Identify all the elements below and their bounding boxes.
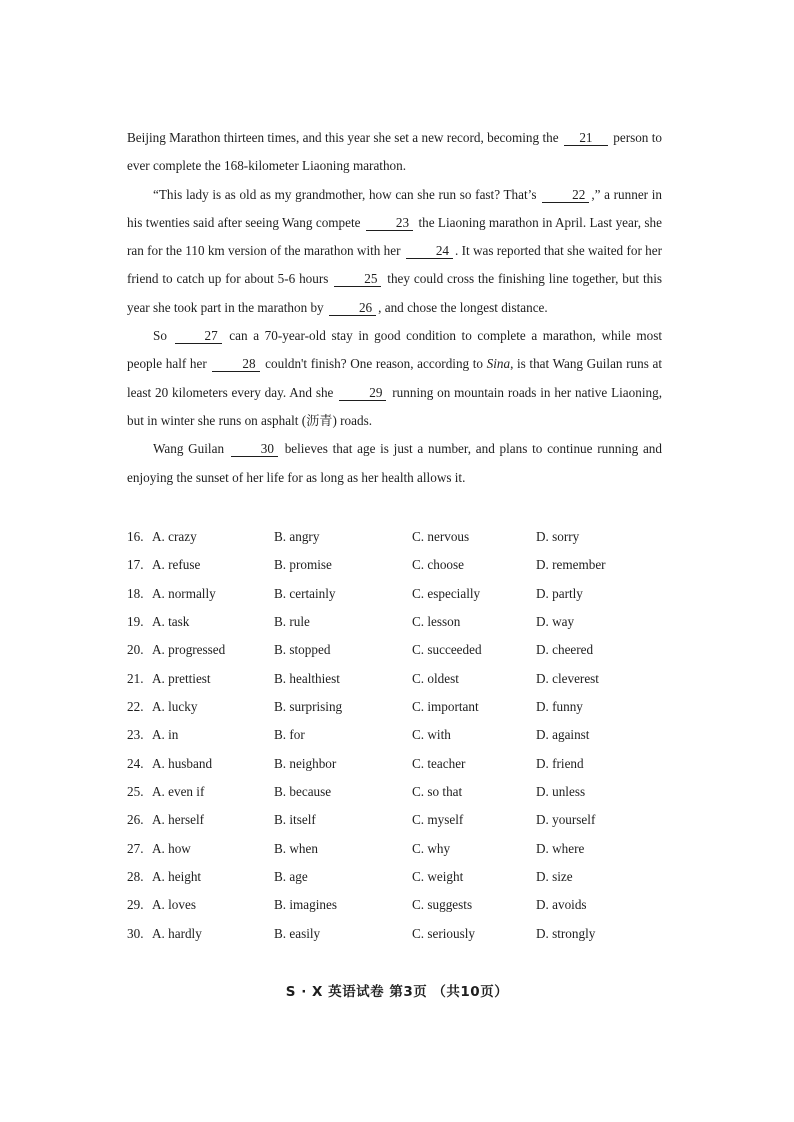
option-b: B. easily — [274, 925, 321, 941]
option-c: C. nervous — [412, 529, 470, 544]
option-b: B. when — [274, 840, 318, 856]
blank-27: 27 — [175, 328, 222, 344]
option-a: A. in — [152, 727, 179, 743]
option-d: D. unless — [536, 784, 586, 800]
option-b: B. stopped — [274, 642, 331, 658]
passage-text: , and chose the longest distance. — [378, 299, 548, 315]
option-a: A. progressed — [152, 642, 226, 658]
option-b: B. angry — [274, 529, 320, 544]
question-number: 21. — [127, 670, 144, 686]
blank-28: 28 — [212, 356, 259, 372]
blank-29: 29 — [339, 385, 386, 401]
blank-25: 25 — [334, 271, 381, 287]
question-number: 27. — [127, 840, 144, 856]
option-a: A. hardly — [152, 925, 202, 941]
option-a: A. even if — [152, 784, 205, 800]
option-a: A. herself — [152, 812, 204, 828]
question-row — [127, 777, 687, 805]
option-d: D. friend — [536, 755, 584, 771]
option-b: B. because — [274, 784, 332, 800]
passage-text: believes that age is just a number, and plans to continue running and enjoying the sunset of her life for as long as her health allows it. — [127, 441, 662, 485]
question-row — [127, 550, 687, 578]
option-c: C. teacher — [412, 755, 466, 771]
question-row — [127, 522, 687, 550]
question-row — [127, 664, 687, 692]
question-row — [127, 919, 687, 947]
passage-text: Wang Guilan — [153, 441, 229, 457]
option-b: B. certainly — [274, 585, 336, 601]
option-d: D. sorry — [536, 529, 580, 544]
option-b: B. rule — [274, 614, 310, 630]
paragraph-2 — [127, 181, 662, 322]
option-b: B. age — [274, 869, 308, 885]
passage-text: ,” a runner in his twenties said after seeing Wang compete — [127, 186, 662, 230]
question-row — [127, 607, 687, 635]
question-number: 26. — [127, 812, 144, 828]
blank-26: 26 — [329, 300, 376, 316]
option-b: B. imagines — [274, 897, 338, 913]
option-a: A. height — [152, 869, 202, 885]
option-a: A. loves — [152, 897, 196, 913]
option-c: C. choose — [412, 557, 465, 573]
option-d: D. against — [536, 727, 590, 743]
option-b: B. surprising — [274, 699, 343, 715]
question-number: 24. — [127, 755, 144, 771]
option-d: D. strongly — [536, 925, 596, 941]
option-c: C. myself — [412, 812, 464, 828]
option-a: A. normally — [152, 585, 216, 601]
passage-text: running on mountain roads in her native Liaoning, but in winter she runs on asphalt (沥青) roads. — [127, 384, 662, 428]
passage-text: couldn't finish? One reason, according to — [261, 356, 487, 372]
question-number: 28. — [127, 869, 144, 885]
question-row — [127, 805, 687, 833]
page-footer: S · X 英语试卷 第3页 （共10页） — [285, 984, 509, 1000]
blank-22: 22 — [542, 187, 589, 203]
option-c: C. seriously — [412, 925, 476, 941]
question-row — [127, 890, 687, 918]
passage-text: Beijing Marathon thirteen times, and this year she set a new record, becoming the — [127, 130, 562, 145]
option-c: C. succeeded — [412, 642, 482, 658]
question-row — [127, 749, 687, 777]
option-b: B. neighbor — [274, 755, 337, 771]
paragraph-3 — [127, 322, 662, 435]
question-number: 19. — [127, 614, 144, 630]
passage-text: the Liaoning marathon in April. Last year, she ran for the 110 km version of the marathon with her — [127, 214, 662, 259]
blank-30: 30 — [231, 441, 278, 457]
option-d: D. partly — [536, 585, 583, 601]
option-d: D. avoids — [536, 897, 587, 913]
option-b: B. itself — [274, 812, 316, 828]
option-c: C. lesson — [412, 614, 461, 630]
passage-text: . It was reported that she waited for her friend to catch up for about 5-6 hours — [127, 243, 662, 287]
option-b: B. for — [274, 727, 305, 743]
passage-text: “This lady is as old as my grandmother, how can she run so fast? That’s — [153, 186, 541, 202]
question-number: 29. — [127, 897, 144, 913]
passage-text: person to ever complete the 168-kilometer Liaoning marathon. — [127, 130, 662, 174]
option-b: B. promise — [274, 557, 332, 573]
option-c: C. weight — [412, 869, 464, 885]
option-d: D. where — [536, 840, 585, 856]
passage-text: , is that Wang Guilan runs at least 20 kilometers every day. And she — [127, 356, 662, 400]
option-b: B. healthiest — [274, 670, 340, 686]
question-row — [127, 862, 687, 890]
option-d: D. way — [536, 614, 575, 630]
option-d: D. size — [536, 869, 573, 885]
question-row — [127, 720, 687, 748]
question-number: 17. — [127, 557, 144, 573]
question-row — [127, 635, 687, 663]
option-a: A. task — [152, 614, 190, 630]
option-c: C. especially — [412, 585, 481, 601]
option-a: A. husband — [152, 755, 213, 771]
blank-23: 23 — [366, 215, 413, 231]
source-name: Sina — [486, 356, 511, 372]
question-row — [127, 579, 687, 607]
option-a: A. how — [152, 840, 191, 856]
option-a: A. lucky — [152, 699, 198, 715]
question-number: 18. — [127, 585, 144, 601]
option-c: C. suggests — [412, 897, 473, 913]
question-number: 30. — [127, 925, 144, 941]
paragraph-1 — [127, 124, 662, 181]
option-d: D. cheered — [536, 642, 594, 658]
option-a: A. prettiest — [152, 670, 211, 686]
question-number: 25. — [127, 784, 144, 800]
option-c: C. oldest — [412, 670, 459, 686]
question-number: 22. — [127, 699, 144, 715]
option-c: C. so that — [412, 784, 463, 800]
option-a: A. crazy — [152, 529, 197, 544]
option-a: A. refuse — [152, 557, 201, 573]
passage-text: can a 70-year-old stay in good condition to complete a marathon, while most people half her — [127, 328, 662, 372]
blank-21: 21 — [564, 130, 608, 146]
answer-options — [127, 522, 687, 947]
paragraph-4 — [127, 435, 662, 492]
option-c: C. why — [412, 840, 451, 856]
question-number: 16. — [127, 529, 144, 544]
option-d: D. funny — [536, 699, 583, 715]
option-c: C. with — [412, 727, 451, 743]
cloze-passage — [127, 124, 662, 492]
option-d: D. yourself — [536, 812, 596, 828]
passage-text: So — [153, 328, 173, 344]
blank-24: 24 — [406, 243, 453, 259]
question-row — [127, 834, 687, 862]
passage-text: they could cross the finishing line together, but this year she took part in the marathon by — [127, 271, 663, 315]
option-c: C. important — [412, 699, 479, 715]
question-number: 23. — [127, 727, 144, 743]
question-number: 20. — [127, 642, 144, 658]
option-d: D. remember — [536, 557, 606, 573]
option-d: D. cleverest — [536, 670, 599, 686]
question-row — [127, 692, 687, 720]
